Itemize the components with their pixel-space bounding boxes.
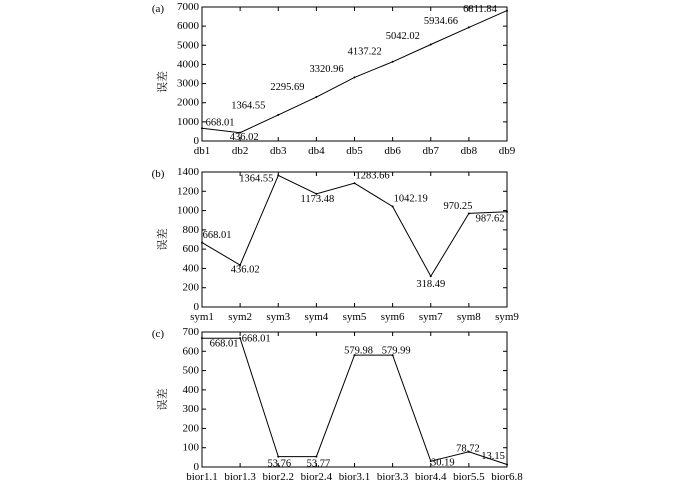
data-point — [315, 456, 317, 458]
y-tick-label: 700 — [182, 326, 199, 338]
y-tick-label: 500 — [182, 364, 199, 377]
y-axis-label: 误差 — [157, 388, 169, 411]
data-point — [468, 26, 470, 28]
y-tick-label: 800 — [182, 223, 199, 236]
data-point — [506, 463, 508, 465]
y-tick-label: 1000 — [177, 115, 199, 128]
x-tick-label: bior1.3 — [224, 471, 256, 483]
data-label: 668.01 — [205, 117, 235, 129]
y-tick-label: 3000 — [177, 77, 199, 90]
panel-label: (a) — [151, 3, 165, 15]
x-tick-label: db5 — [346, 145, 363, 157]
data-label: 579.99 — [381, 345, 411, 357]
y-tick-label: 400 — [182, 383, 199, 396]
x-tick-label: bior6.8 — [491, 471, 523, 483]
data-point — [277, 456, 279, 458]
data-point — [392, 206, 394, 208]
data-label: 987.62 — [475, 213, 505, 225]
x-tick-label: bior2.2 — [262, 471, 294, 483]
data-point — [354, 76, 356, 78]
y-axis-label: 误差 — [157, 228, 169, 251]
x-tick-label: sym2 — [228, 311, 253, 323]
y-tick-label: 600 — [182, 243, 199, 256]
y-tick-label: 600 — [182, 345, 199, 358]
x-tick-label: db8 — [460, 145, 478, 157]
data-point — [430, 275, 432, 277]
data-label: 668.01 — [209, 338, 239, 350]
x-tick-label: sym1 — [190, 311, 214, 323]
data-label: 5042.02 — [385, 30, 420, 42]
y-tick-label: 400 — [182, 262, 199, 275]
data-point — [201, 242, 203, 244]
data-point — [315, 96, 317, 98]
x-tick-label: bior2.4 — [300, 471, 333, 483]
data-label: 6811.84 — [463, 4, 497, 16]
data-label: 1364.55 — [231, 100, 266, 112]
x-tick-label: bior3.3 — [376, 471, 409, 483]
data-point — [392, 61, 394, 63]
data-label: 1283.66 — [355, 170, 390, 182]
x-tick-label: db9 — [498, 145, 516, 157]
y-tick-label: 7000 — [177, 1, 199, 13]
y-tick-label: 2000 — [177, 96, 199, 109]
data-label: 53.76 — [267, 458, 292, 470]
y-tick-label: 300 — [182, 403, 199, 416]
data-point — [506, 10, 508, 12]
data-point — [277, 114, 279, 116]
data-label: 1364.55 — [239, 173, 274, 185]
x-tick-label: bior3.1 — [338, 471, 371, 483]
data-point — [201, 337, 203, 339]
y-tick-label: 200 — [182, 281, 199, 294]
x-tick-label: sym5 — [342, 311, 367, 323]
data-label: 579.98 — [344, 345, 373, 357]
x-tick-label: bior4.4 — [415, 471, 447, 483]
y-tick-label: 5000 — [177, 39, 199, 52]
x-tick-label: bior5.5 — [453, 471, 485, 483]
x-tick-label: db4 — [308, 145, 325, 157]
data-label: 970.25 — [443, 200, 473, 212]
y-tick-label: 0 — [193, 301, 199, 313]
data-label: 668.01 — [202, 230, 232, 242]
y-tick-label: 100 — [182, 441, 199, 454]
x-tick-label: db1 — [193, 145, 211, 157]
y-tick-label: 200 — [182, 422, 199, 435]
x-tick-label: sym7 — [418, 311, 443, 323]
data-label: 78.72 — [456, 443, 480, 455]
data-label: 5934.66 — [423, 15, 458, 27]
data-point — [430, 43, 432, 45]
data-label: 3320.96 — [309, 63, 344, 75]
x-tick-label: db6 — [384, 145, 401, 157]
x-tick-label: db2 — [231, 145, 249, 157]
y-tick-label: 0 — [193, 461, 199, 473]
data-label: 1042.19 — [393, 193, 428, 205]
data-label: 436.02 — [229, 132, 259, 144]
x-tick-label: sym8 — [456, 311, 481, 323]
y-tick-label: 4000 — [177, 58, 199, 71]
data-label: 436.02 — [230, 264, 260, 276]
x-tick-label: db7 — [422, 145, 439, 157]
data-label: 2295.69 — [270, 82, 305, 94]
y-tick-label: 1200 — [177, 185, 199, 198]
x-tick-label: sym4 — [304, 311, 329, 323]
y-axis-label: 误差 — [157, 71, 169, 93]
data-label: 668.01 — [241, 333, 271, 345]
panel-label: (b) — [151, 168, 165, 180]
data-label: 1173.48 — [300, 193, 335, 205]
data-point — [277, 174, 279, 176]
x-tick-label: sym9 — [495, 311, 519, 323]
y-tick-label: 6000 — [177, 20, 199, 33]
data-point — [201, 127, 203, 129]
data-point — [354, 182, 356, 184]
panel-label: (c) — [151, 328, 165, 340]
y-tick-label: 0 — [193, 135, 199, 147]
data-point — [506, 211, 508, 213]
data-label: 30.19 — [430, 457, 455, 469]
x-tick-label: sym3 — [266, 311, 291, 323]
data-point — [468, 212, 470, 214]
data-label: 13.15 — [481, 450, 505, 462]
y-tick-label: 1400 — [177, 166, 199, 178]
x-tick-label: bior1.1 — [186, 471, 218, 483]
y-tick-label: 1000 — [177, 204, 199, 217]
data-label: 4137.22 — [347, 46, 382, 58]
x-tick-label: db3 — [270, 145, 287, 157]
x-tick-label: sym6 — [380, 311, 405, 323]
data-label: 53.77 — [306, 458, 331, 470]
data-label: 318.49 — [416, 278, 446, 290]
